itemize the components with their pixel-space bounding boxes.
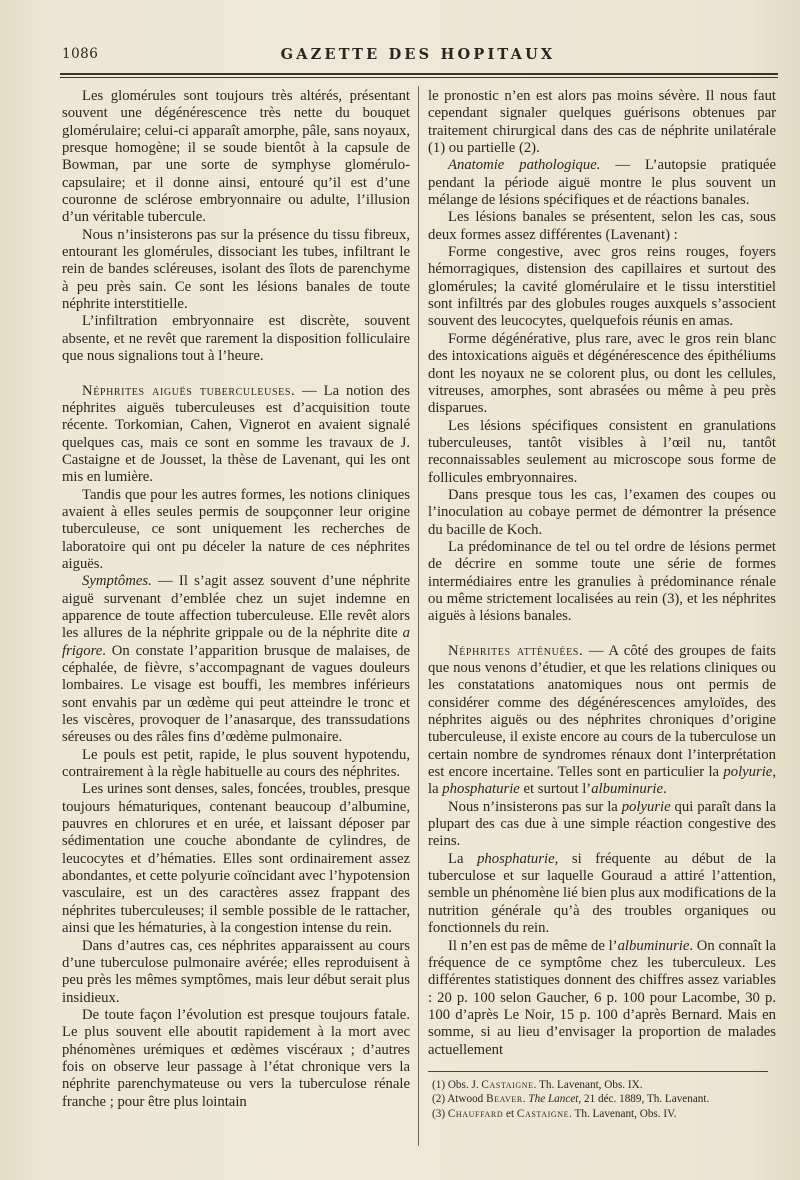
italic-term: albuminurie <box>617 937 690 954</box>
footnote-2: (2) Atwood Beaver. The Lancet, 21 déc. 1889, Th. Lavenant. <box>432 1093 710 1106</box>
column-divider <box>418 86 419 1146</box>
footnotes <box>428 1078 776 1122</box>
paragraph <box>428 938 776 1059</box>
right-column <box>428 88 776 1121</box>
paragraph: La prédominance de tel ou tel ordre de lésions permet de décrire en somme toute une série de formes intermédiaires entre les granulies à prédominance rénale ou même strictement localisées au rein (3), et les néphrites aiguës à lésions banales. <box>428 538 776 625</box>
paragraph: Nous n’insisterons pas sur la présence du tissu fibreux, entourant les glomérules, dissociant les tubes, infiltrant le rein de bandes scléreuses, isolant des îlots de parenchyme à peu près sain. Ce sont les lésions banales de toute néphrite interstitielle. <box>62 226 410 313</box>
paragraph <box>428 851 776 938</box>
paragraph: Les lésions spécifiques consistent en granulations tuberculeuses, tantôt visibles à l’œil nu, tantôt reconnaissables seulement au microscope sous forme de follicules embryonnaires. <box>428 417 776 486</box>
footnote-1: (1) Obs. J. Castaigne. Th. Lavenant, Obs. IX. <box>432 1078 643 1091</box>
footnote-3: (3) Chauffard et Castaigne. Th. Lavenant, Obs. IV. <box>432 1107 677 1120</box>
section-paragraph <box>62 383 410 487</box>
header-rule-thick <box>60 73 778 75</box>
italic-term: albuminurie <box>591 781 664 798</box>
paragraph: Dans d’autres cas, ces néphrites apparaissent au cours d’une tuberculose pulmonaire avérée; elles reproduisent à peu près les mêmes symptômes, mais leur début serait plus insidieux. <box>62 937 410 1006</box>
paragraph-text: — L’autopsie pratiquée pendant la période aiguë montre le plus souvent un mélange de lésions spécifiques et de réactions banales. <box>428 157 776 209</box>
section-heading: Néphrites aiguës tuberculeuses. <box>82 382 296 399</box>
paragraph-text: Nous n’insisterons pas sur la <box>448 798 622 815</box>
paragraph: Forme congestive, avec gros reins rouges, foyers hémorragiques, distension des capillaires et surtout des glomérules; la cavité glomérulaire et le tissu interstitiel sont infiltrés par des globules rouges auxquels s’associent souvent des leucocytes, quelquefois réunis en amas. <box>428 244 776 330</box>
paragraph: Le pouls est petit, rapide, le plus souvent hypotendu, contrairement à la règle habituelle au cours des néphrites. <box>62 746 410 781</box>
journal-title: GAZETTE DES HOPITAUX <box>280 46 556 63</box>
section-heading: Néphrites atténuées. <box>448 642 584 659</box>
paragraph-text: — A côté des groupes de faits que nous venons d’étudier, et que les relations cliniques ou les constatations anatomiques nous ont permis de considérer comme des dégénérescences amyloïdes, des néphrites aiguës ou des néphrites chroniques d’origine tuberculeuse, il existe encore au cours de la tuberculose un certain nombre de syndromes rénaux dont l’interprétation est encore incertaine. Telles sont en particulier la <box>428 642 777 781</box>
italic-term: polyurie <box>621 798 671 815</box>
section-paragraph <box>62 573 410 746</box>
paragraph: Tandis que pour les autres formes, les notions cliniques avaient à elles seules permis de soupçonner leur origine tuberculeuse, ce sont uniquement les recherches de laboratoire qui ont pu déceler la nature de ces néphrites aiguës. <box>62 486 410 572</box>
subsection-heading: Anatomie pathologique. <box>448 157 601 174</box>
paragraph-text: . <box>663 781 667 798</box>
paragraph-text: . On constate l’apparition brusque de malaises, de céphalée, de fièvre, s’accompagnant de vagues douleurs lombaires. Le visage est bouffi, les membres inférieurs sont envahis par un œdème qui peut atteindre le tronc et les viscères, provoquer de l’anasarque, des transsudations séreuses ou des râles fins d’œdème pulmonaire. <box>62 642 410 746</box>
page-number: 1086 <box>62 46 99 62</box>
footnote-rule <box>428 1071 768 1072</box>
paragraph: De toute façon l’évolution est presque toujours fatale. Le plus souvent elle aboutit rapidement à la mort avec phénomènes urémiques et œdèmes viscéraux ; d’autres fois on observe leur passage à l’état chronique vers la néphrite parenchymateuse ou vers la tuberculose rénale franche ; pour être plus lointain <box>62 1006 410 1110</box>
paragraph-text: et surtout l’ <box>519 781 592 798</box>
paragraph-text: La <box>448 850 478 867</box>
paragraph: Forme dégénérative, plus rare, avec le gros rein blanc des intoxications aiguës et dégénérescence des épithéliums dont les noyaux ne se colorent plus, ou dont les cellules, vitreuses, amorphes, sont abrasées ou même à peu près disparues. <box>428 330 776 417</box>
paragraph-text: . On connaît la fréquence de ce symptôme chez les tuberculeux. Les différentes statistiques donnent des chiffres assez variables : 20 p. 100 selon Gaucher, 6 p. 100 pour Lacombe, 30 p. 100 d’après Le Noir, 15 p. 100 d’après Bernard. Mais en somme, si au lieu d’envisager la proportion de malades actuellement <box>428 937 776 1058</box>
paragraph-text: , la <box>428 764 776 798</box>
paragraph: Dans presque tous les cas, l’examen des coupes ou l’inoculation au cobaye permet de démontrer la présence du bacille de Koch. <box>428 486 776 538</box>
paragraph-text: — La notion des néphrites aiguës tuberculeuses est d’acquisition toute récente. Torkomian, Cahen, Vignerot en avaient signalé quelques cas, mais ce sont en somme les travaux de J. Castaigne et de Jousset, la thèse de Lavenant, qui les ont mis en lumière. <box>62 382 411 486</box>
section-paragraph <box>428 643 776 799</box>
paragraph: Les glomérules sont toujours très altérés, présentant souvent une dégénérescence très nette du bouquet glomérulaire; celui-ci apparaît amorphe, pâle, sans noyaux, presque homogène; il se soude bientôt à la capsule de Bowman, par une sorte de symphyse glomérulo-capsulaire; et il donne ainsi, entouré qu’il est d’une couronne de sclérose embryonnaire ou adulte, l’illusion d’un véritable tubercule. <box>62 88 410 226</box>
page-header <box>62 46 774 68</box>
paragraph: le pronostic n’en est alors pas moins sévère. Il nous faut cependant signaler quelques guérisons obtenues par traitement chirurgical dans des cas de néphrite unilatérale (1) ou partielle (2). <box>428 88 776 157</box>
section-paragraph <box>428 157 776 209</box>
italic-term: polyurie <box>723 764 773 781</box>
italic-term: phosphaturie <box>477 850 555 867</box>
italic-term: a frigore <box>62 625 410 659</box>
paragraph: Les lésions banales se présentent, selon les cas, sous deux formes assez différentes (Lavenant) : <box>428 209 776 243</box>
left-column <box>62 88 410 1111</box>
paragraph-text: qui paraît dans la plupart des cas due à une simple réaction congestive des reins. <box>428 798 776 850</box>
paragraph: L’infiltration embryonnaire est discrète, souvent absente, et ne revêt que rarement la disposition folliculaire que nous signalions tout à l’heure. <box>62 313 410 365</box>
paragraph: Les urines sont denses, sales, foncées, troubles, presque toujours hématuriques, contenant beaucoup d’albumine, pauvres en chlorures et en urée, et laissant déposer par sédimentation une couche abondante de cylindres, de leucocytes et d’hématies. Elles sont ordinairement assez abondantes, et cette polyurie coïncidant avec l’hypotension vasculaire, est un des caractères assez frappant des néphrites tuberculeuses; il semble possible de le rattacher, ainsi que les hématuries, à la congestion intense du rein. <box>62 781 410 937</box>
header-rule-thin <box>60 77 778 78</box>
subsection-heading: Symptômes. <box>82 573 152 590</box>
paragraph-text: Il n’en est pas de même de l’ <box>448 937 618 954</box>
paragraph-text: — Il s’agit assez souvent d’une néphrite aiguë survenant d’emblée chez un sujet indemne en apparence de toute affection tuberculeuse. Elle revêt alors les allures de la néphrite grippale ou de la néphrite dite <box>62 573 410 642</box>
paragraph <box>428 799 776 851</box>
paragraph-text: , si fréquente au début de la tuberculose et sur laquelle Gouraud a attiré l’attention, semble un phénomène lié bien plus aux modifications de la nutrition générale qu’à des troubles organiques ou fonctionnels du rein. <box>428 850 776 937</box>
italic-term: phosphaturie <box>442 781 520 798</box>
